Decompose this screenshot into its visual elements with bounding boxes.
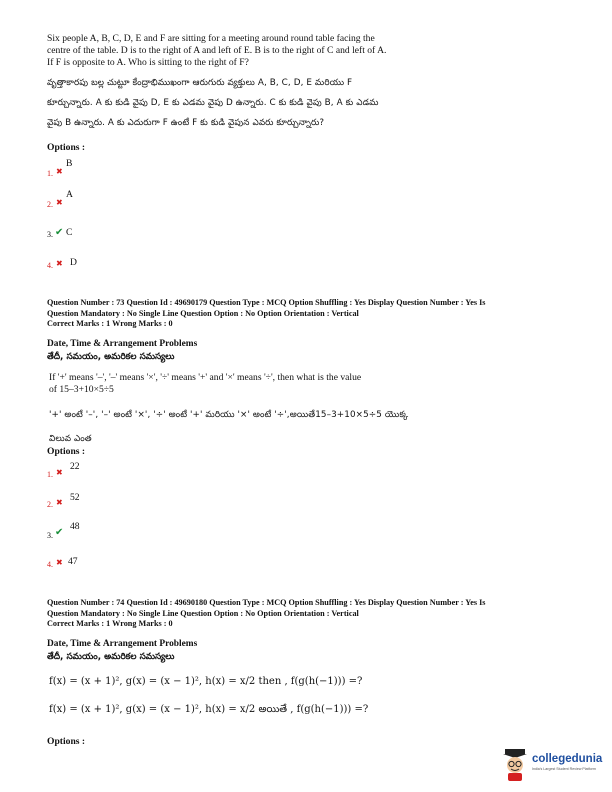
q73-option-number: 4. [47, 560, 53, 569]
q73-option-text: 52 [70, 492, 80, 503]
check-icon: ✔ [55, 227, 64, 238]
collegedunia-logo [500, 746, 604, 786]
q72-telugu-question [47, 73, 567, 133]
cross-icon: ✖ [56, 167, 63, 176]
q72-option-text: A [66, 189, 73, 200]
q72-english-question [47, 33, 567, 69]
q72-english-line-3: If F is opposite to A. Who is sitting to the right of F? [47, 57, 249, 68]
q72-telugu-line-1: వృత్తాకారపు బల్ల చుట్టూ కేంద్రాభిముఖంగా ఆరుగురు వ్యక్తులు A, B, C, D, E మరియు F [47, 78, 353, 88]
cross-icon: ✖ [56, 498, 63, 507]
cross-icon: ✖ [56, 198, 63, 207]
logo-wordmark: collegedunia [532, 753, 603, 765]
q74-options-label: Options : [47, 736, 86, 747]
check-icon: ✔ [55, 527, 64, 538]
q73-option-number: 1. [47, 470, 53, 479]
q73-telugu-question [49, 403, 569, 451]
q74-meta-line-3: Correct Marks : 1 Wrong Marks : 0 [47, 619, 173, 628]
mascot-icon [500, 748, 530, 782]
q73-english-question [49, 372, 569, 396]
q72-option-text: B [66, 158, 73, 169]
q73-option-text: 47 [68, 556, 78, 567]
q74-meta-line-2: Question Mandatory : No Single Line Question Option : No Option Orientation : Vertical [47, 608, 359, 618]
q72-english-line-2: centre of the table. D is to the right of A and left of E. B is to the right of C and left of A. [47, 45, 387, 56]
q74-formula-telugu: f(x) = (x + 1)², g(x) = (x − 1)², h(x) = x/2 అయితే , f(g(h(−1))) =? [49, 704, 369, 715]
q72-option-number: 3. [47, 230, 53, 239]
q72-option-text: D [70, 257, 77, 268]
q73-metadata [47, 298, 567, 330]
cross-icon: ✖ [56, 259, 63, 268]
q72-option-text: C [66, 227, 73, 238]
q74-section-title-telugu: తేదీ, సమయం, అమరికల సమస్యలు [47, 652, 175, 662]
q74-metadata [47, 598, 567, 630]
q72-english-line-1: Six people A, B, C, D, E and F are sitting for a meeting around round table facing the [47, 33, 375, 44]
q72-telugu-line-3: వైపు B ఉన్నారు. A కు ఎదురుగా F ఉంటే F కు కుడి వైపున ఎవరు కూర్చున్నారు? [47, 118, 325, 128]
logo-tagline: India's Largest Student Review Platform [532, 767, 596, 771]
q73-option-text: 48 [70, 521, 80, 532]
q73-english-line-1: If '+' means '–', '–' means '×', '÷' means '+' and '×' means '÷', then what is the value [49, 372, 362, 383]
q73-option-number: 3. [47, 531, 53, 540]
q73-english-line-2: of 15–3+10×5÷5 [49, 384, 114, 395]
q74-formula-english: f(x) = (x + 1)², g(x) = (x − 1)², h(x) = x/2 then , f(g(h(−1))) =? [49, 676, 363, 687]
cross-icon: ✖ [56, 558, 63, 567]
cross-icon: ✖ [56, 468, 63, 477]
q74-section-title-english: Date, Time & Arrangement Problems [47, 639, 198, 649]
q72-option-number: 2. [47, 200, 53, 209]
q73-telugu-line-1: '+' అంటే '–', '–' అంటే '×', '÷' అంటే '+' మరియు '×' అంటే '÷',అయితే15–3+10×5÷5 యొక్క [49, 410, 409, 420]
q72-telugu-line-2: కూర్చున్నారు. A కు కుడి వైపు D, E కు ఎడమ వైపు D ఉన్నారు. C కు కుడి వైపు B, A కు ఎడమ [47, 98, 379, 108]
q73-section-title-english: Date, Time & Arrangement Problems [47, 339, 198, 349]
q72-options-label: Options : [47, 142, 86, 153]
q73-option-number: 2. [47, 500, 53, 509]
q73-telugu-line-2: విలువ ఎంత [49, 434, 92, 444]
q72-option-number: 1. [47, 169, 53, 178]
q74-meta-line-1: Question Number : 74 Question Id : 49690180 Question Type : MCQ Option Shuffling : Yes Display Question Number : Yes Is [47, 598, 486, 607]
q73-section-title-telugu: తేదీ, సమయం, అమరికల సమస్యలు [47, 352, 175, 362]
q73-option-text: 22 [70, 461, 80, 472]
q72-option-number: 4. [47, 261, 53, 270]
q73-meta-line-1: Question Number : 73 Question Id : 49690179 Question Type : MCQ Option Shuffling : Yes Display Question Number : Yes Is [47, 298, 486, 307]
q73-meta-line-3: Correct Marks : 1 Wrong Marks : 0 [47, 319, 173, 328]
q73-options-label: Options : [47, 446, 86, 457]
q73-meta-line-2: Question Mandatory : No Single Line Question Option : No Option Orientation : Vertical [47, 308, 359, 318]
